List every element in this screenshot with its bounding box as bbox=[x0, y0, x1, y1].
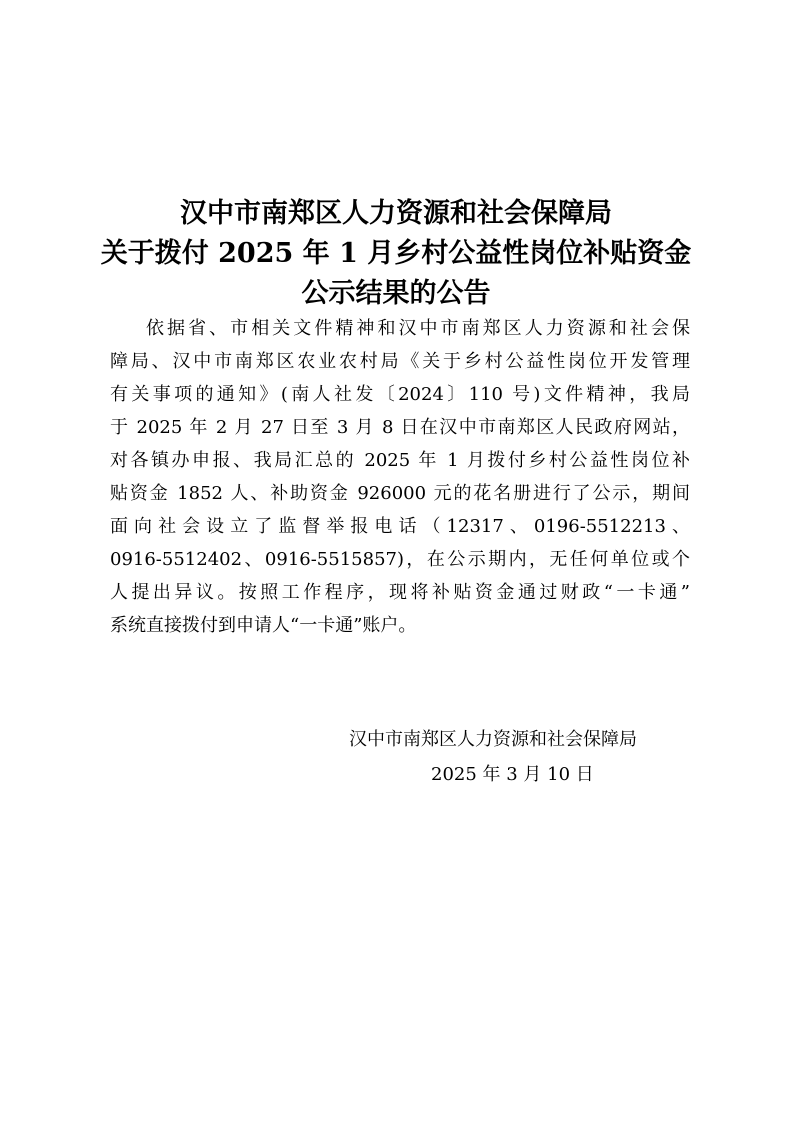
body-line-9: 人提出异议。按照工作程序，现将补贴资金通过财政“一卡通” bbox=[110, 582, 690, 603]
title-line-2: 关于拨付 2025 年 1 月乡村公益性岗位补贴资金 bbox=[100, 238, 692, 269]
body-line-1: 依据省、市相关文件精神和汉中市南郑区人力资源和社会保 bbox=[146, 318, 690, 339]
body-line-6: 贴资金 1852 人、补助资金 926000 元的花名册进行了公示，期间 bbox=[110, 483, 690, 504]
body-line-4: 于 2025 年 2 月 27 日至 3 月 8 日在汉中市南郑区人民政府网站， bbox=[110, 417, 690, 438]
body-line-2: 障局、汉中市南郑区农业农村局《关于乡村公益性岗位开发管理 bbox=[110, 351, 690, 372]
signature-date: 2025 年 3 月 10 日 bbox=[431, 764, 594, 785]
document-title bbox=[0, 194, 792, 314]
document-body bbox=[110, 312, 690, 642]
body-line-10: 系统直接拨付到申请人“一卡通”账户。 bbox=[110, 615, 417, 636]
body-line-7: 面向社会设立了监督举报电话（12317、0196-5512213、 bbox=[110, 516, 690, 537]
body-line-8: 0916-5512402、0916-5515857)，在公示期内，无任何单位或个 bbox=[110, 549, 690, 570]
title-line-3: 公示结果的公告 bbox=[301, 278, 491, 309]
signature-organization: 汉中市南郑区人力资源和社会保障局 bbox=[349, 729, 637, 750]
body-line-3: 有关事项的通知》(南人社发〔2024〕110 号)文件精神，我局 bbox=[110, 384, 690, 405]
body-paragraph bbox=[110, 312, 690, 642]
body-line-5: 对各镇办申报、我局汇总的 2025 年 1 月拨付乡村公益性岗位补 bbox=[110, 450, 690, 471]
title-line-1: 汉中市南郑区人力资源和社会保障局 bbox=[180, 198, 612, 229]
